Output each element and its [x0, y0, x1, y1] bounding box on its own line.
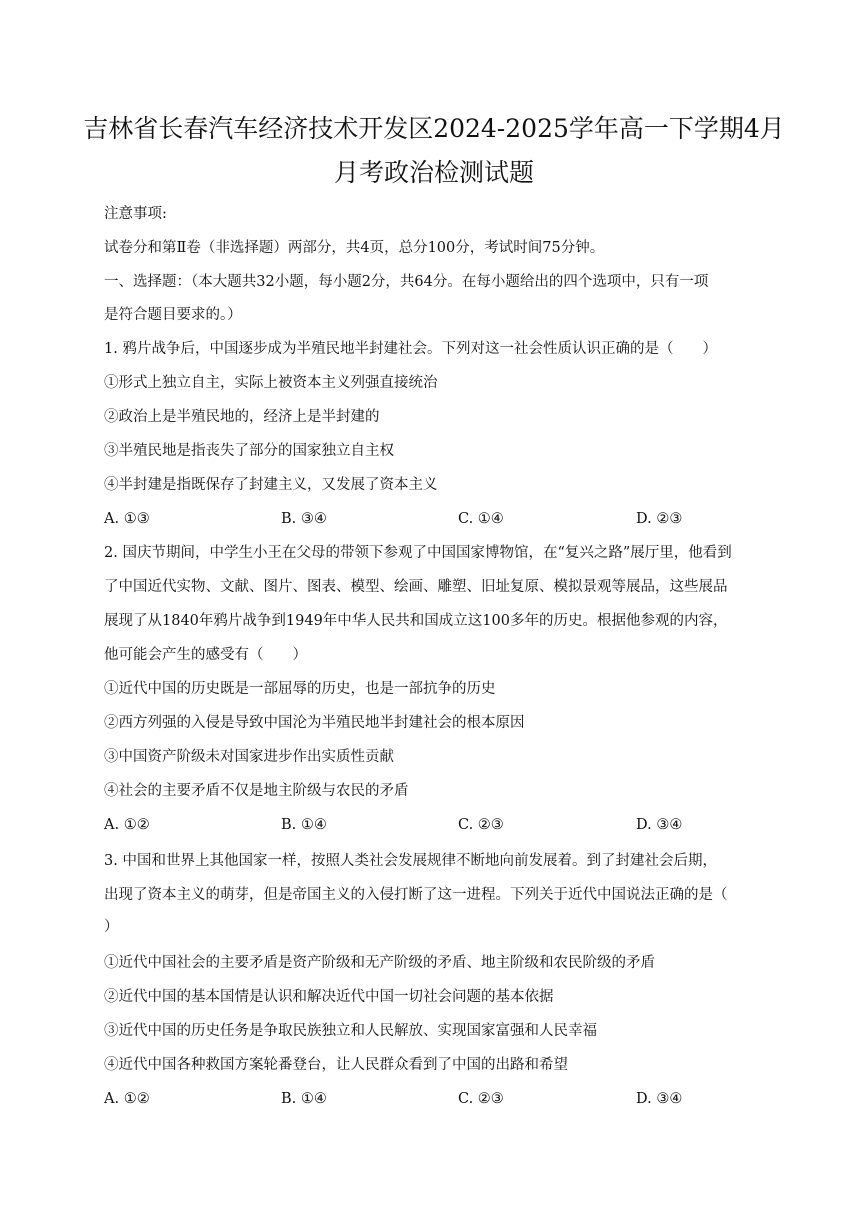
statement-1: ①近代中国社会的主要矛盾是资产阶级和无产阶级的矛盾、地主阶级和农民阶级的矛盾	[104, 955, 655, 971]
option-d: D. ③④	[636, 817, 683, 833]
option-c: C. ①④	[458, 511, 504, 527]
statement-2: ②西方列强的入侵是导致中国沦为半殖民地半封建社会的根本原因	[104, 715, 525, 731]
statement-4: ④半封建是指既保存了封建主义，又发展了资本主义	[104, 477, 438, 493]
notice-text: 试卷分和第Ⅱ卷（非选择题）两部分，共4页，总分100分，考试时间75分钟。	[104, 240, 605, 256]
option-c: C. ②③	[458, 1091, 504, 1107]
question-stem: 3. 中国和世界上其他国家一样，按照人类社会发展规律不断地向前发展着。到了封建社会后期，	[104, 853, 717, 869]
notice-heading: 注意事项:	[104, 206, 167, 222]
statement-3: ③半殖民地是指丧失了部分的国家独立自主权	[104, 443, 394, 459]
statement-1: ①形式上独立自主，实际上被资本主义列强直接统治	[104, 375, 438, 391]
option-d: D. ②③	[636, 511, 683, 527]
statement-3: ③近代中国的历史任务是争取民族独立和人民解放、实现国家富强和人民幸福	[104, 1023, 597, 1039]
option-d: D. ③④	[636, 1091, 683, 1107]
question-stem-cont: 出现了资本主义的萌芽，但是帝国主义的入侵打断了这一进程。下列关于近代中国说法正确的是（	[104, 887, 728, 903]
statement-1: ①近代中国的历史既是一部屈辱的历史，也是一部抗争的历史	[104, 681, 496, 697]
section-instructions-cont: 是符合题目要求的。）	[104, 307, 242, 323]
question-stem-cont: ）	[104, 919, 119, 935]
statement-3: ③中国资产阶级未对国家进步作出实质性贡献	[104, 749, 394, 765]
option-a: A. ①③	[104, 511, 150, 527]
question-stem: 2. 国庆节期间，中学生小王在父母的带领下参观了中国国家博物馆，在“复兴之路”展厅里，他看到	[104, 545, 732, 561]
question-stem-cont: 展现了从1840年鸦片战争到1949年中华人民共和国成立这100多年的历史。根据他参观的内容，	[104, 613, 728, 629]
question-stem: 1. 鸦片战争后，中国逐步成为半殖民地半封建社会。下列对这一社会性质认识正确的是（ ）	[104, 341, 717, 357]
statement-2: ②近代中国的基本国情是认识和解决近代中国一切社会问题的基本依据	[104, 989, 554, 1005]
document-title-line-2: 月考政治检测试题	[333, 158, 534, 187]
option-b: B. ③④	[281, 511, 327, 527]
question-stem-cont: 他可能会产生的感受有（ ）	[104, 647, 307, 663]
option-c: C. ②③	[458, 817, 504, 833]
question-stem-cont: 了中国近代实物、文献、图片、图表、模型、绘画、雕塑、旧址复原、模拟景观等展品，这些展品	[104, 579, 728, 595]
option-a: A. ①②	[104, 1091, 150, 1107]
option-b: B. ①④	[281, 817, 327, 833]
statement-4: ④社会的主要矛盾不仅是地主阶级与农民的矛盾	[104, 783, 409, 799]
document-title-line-1: 吉林省长春汽车经济技术开发区2024-2025学年高一下学期4月	[83, 114, 785, 143]
statement-4: ④近代中国各种救国方案轮番登台，让人民群众看到了中国的出路和希望	[104, 1057, 568, 1073]
option-b: B. ①④	[281, 1091, 327, 1107]
statement-2: ②政治上是半殖民地的，经济上是半封建的	[104, 409, 380, 425]
option-a: A. ①②	[104, 817, 150, 833]
section-instructions: 一、选择题：（本大题共32小题，每小题2分，共64分。在每小题给出的四个选项中，只有一项	[104, 274, 709, 290]
